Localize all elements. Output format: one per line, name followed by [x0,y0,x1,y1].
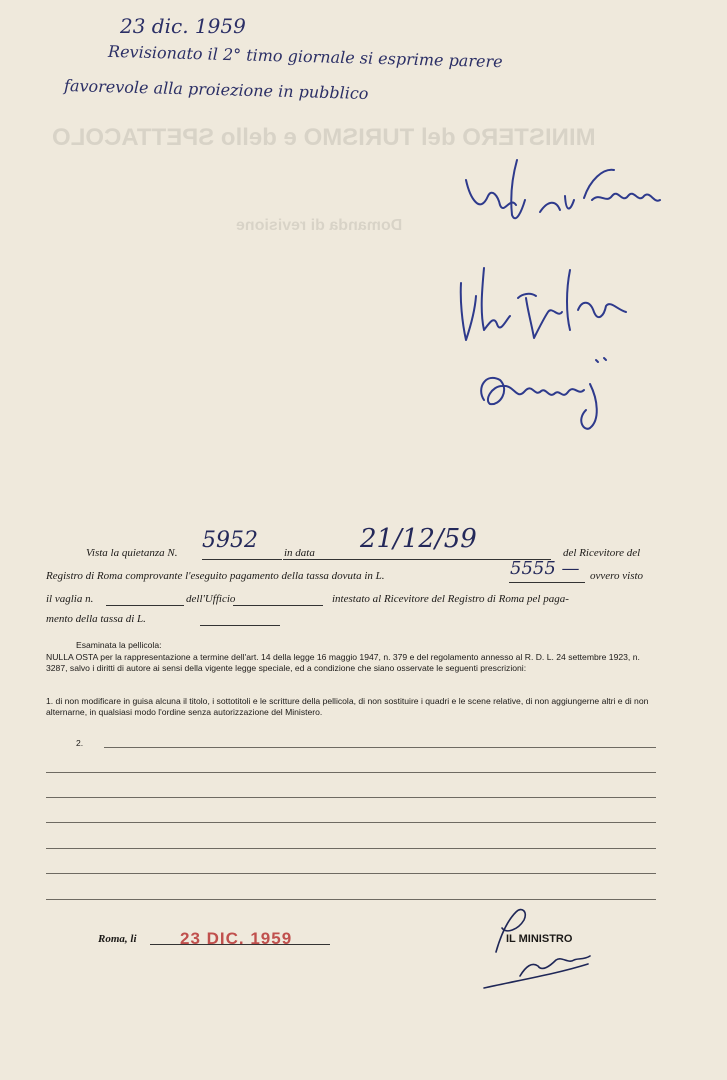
signature-1 [466,160,660,218]
ricevitore-label: del Ricevitore del [563,547,641,559]
ufficio-label: dell'Ufficio [186,593,236,605]
handwritten-note-date: 23 dic. 1959 [120,14,246,38]
in-data-label: in data [284,547,315,559]
prescription-line-3 [46,797,656,798]
ovvero-label: ovvero visto [590,570,644,582]
prescription-line-1 [104,747,656,748]
vaglia-field [106,593,184,606]
esaminata-label: Esaminata la pellicola: [76,640,162,650]
registro-label: Registro di Roma comprovante l'eseguito pagamento della tassa dovuta in L. [46,570,385,582]
show-through-subtitle: Domanda di revisione [236,217,403,234]
show-through-ministry-heading: MINISTERO del TURISMO e dello SPETTACOLO [52,124,596,151]
vaglia-line [46,593,569,605]
prescription-1: 1. di non modificare in guisa alcuna il titolo, i sottotitoli e le scritture della pellicola, di non sostituire i quadri e le scene relative, di non aggiungerne altri e di non alternarne, in qualsiasi modo l'ordine senza autorizzazione del Ministero. [46,696,649,717]
date-stamp: 23 DIC. 1959 [180,929,293,948]
mento-label: mento della tassa di L. [46,613,146,625]
vista-label: Vista la quietanza N. [86,547,178,559]
mento-line [46,613,146,625]
prescription-line-4 [46,822,656,823]
payment-date: 21/12/59 [360,524,477,554]
prescription-line-2 [46,772,656,773]
prescription-line-7 [46,899,656,900]
ufficio-field [233,593,323,606]
amount-handwritten: 5555 — [510,558,580,579]
tassa-field [200,613,280,626]
intestato-label: intestato al Ricevitore del Registro di Roma pel paga- [332,593,569,605]
prescription-2-number: 2. [76,738,84,748]
nulla-osta-text: NULLA OSTA per la rappresentazione a termine dell'art. 14 della legge 16 maggio 1947, n. 379 e del regolamento annesso al R. D. L. 24 settembre 1923, n. 3287, salvo i diritti di autore ai sensi della vigente legge speciale, ed a condizione che siano osservate le seguenti prescrizioni: [46,652,640,673]
signature-3 [481,358,606,429]
vaglia-label: il vaglia n. [46,593,94,605]
minister-label: IL MINISTRO [506,933,573,945]
prescription-line-6 [46,873,656,874]
handwritten-note-line1: Revisionato il 2° timo giornale si esprime parere [107,41,503,72]
quietanza-number: 5952 [202,528,258,553]
handwritten-note-line2: favorevole alla proiezione in pubblico [63,76,369,103]
registro-line [46,570,644,582]
signature-2 [461,268,626,340]
prescription-line-5 [46,848,656,849]
roma-label: Roma, li [98,933,137,945]
